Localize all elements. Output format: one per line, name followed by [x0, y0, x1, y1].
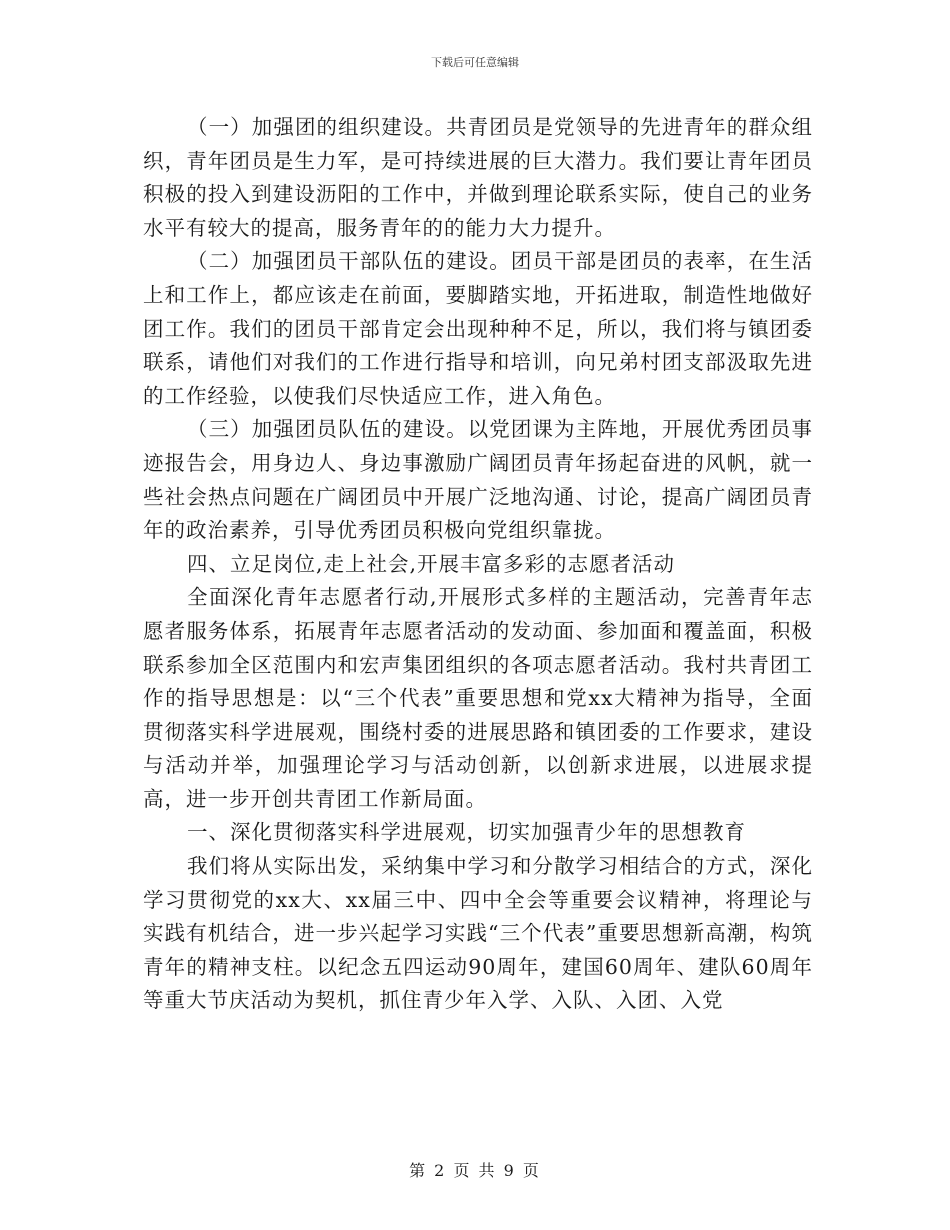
paragraph-organization: （一）加强团的组织建设。共青团员是党领导的先进青年的群众组织，青年团员是生力军，是可持续进展的巨大潜力。我们要让青年团员积极的投入到建设沥阳的工作中，并做到理论联系实际，使自己的业务水平有较大的提高，服务青年的的能力大力提升。 [143, 115, 813, 240]
document-body [143, 111, 813, 1018]
page-number: 第 2 页 共 9 页 [409, 1161, 541, 1180]
page-header: 下载后可任意编辑 [431, 56, 519, 69]
section-heading-education: 一、深化贯彻落实科学进展观，切实加强青少年的思想教育 [187, 820, 746, 845]
section-heading-volunteer: 四、立足岗位,走上社会,开展丰富多彩的志愿者活动 [187, 551, 676, 576]
paragraph-volunteer: 全面深化青年志愿者行动,开展形式多样的主题活动，完善青年志愿者服务体系，拓展青年志愿者活动的发动面、参加面和覆盖面，积极联系参加全区范围内和宏声集团组织的各项志愿者活动。我村共青团工作的指导思想是：以“三个代表”重要思想和党xx大精神为指导，全面贯彻落实科学进展观，围绕村委的进展思路和镇团委的工作要求，建设与活动并举，加强理论学习与活动创新，以创新求进展，以进展求提高，进一步开创共青团工作新局面。 [143, 585, 813, 811]
paragraph-cadre: （二）加强团员干部队伍的建设。团员干部是团员的表率，在生活上和工作上，都应该走在前面，要脚踏实地，开拓进取，制造性地做好团工作。我们的团员干部肯定会出现种种不足，所以，我们将与镇团委联系，请他们对我们的工作进行指导和培训，向兄弟村团支部汲取先进的工作经验，以使我们尽快适应工作，进入角色。 [143, 249, 813, 408]
paragraph-members: （三）加强团员队伍的建设。以党团课为主阵地，开展优秀团员事迹报告会，用身边人、身边事激励广阔团员青年扬起奋进的风帆，就一些社会热点问题在广阔团员中开展广泛地沟通、讨论，提高广阔团员青年的政治素养，引导优秀团员积极向党组织靠拢。 [143, 417, 813, 543]
paragraph-education: 我们将从实际出发，采纳集中学习和分散学习相结合的方式，深化学习贯彻党的xx大、xx届三中、四中全会等重要会议精神，将理论与实践有机结合，进一步兴起学习实践“三个代表”重要思想新高潮，构筑青年的精神支柱。以纪念五四运动90周年，建国60周年、建队60周年等重大节庆活动为契机，抓住青少年入学、入队、入团、入党 [143, 854, 813, 1013]
